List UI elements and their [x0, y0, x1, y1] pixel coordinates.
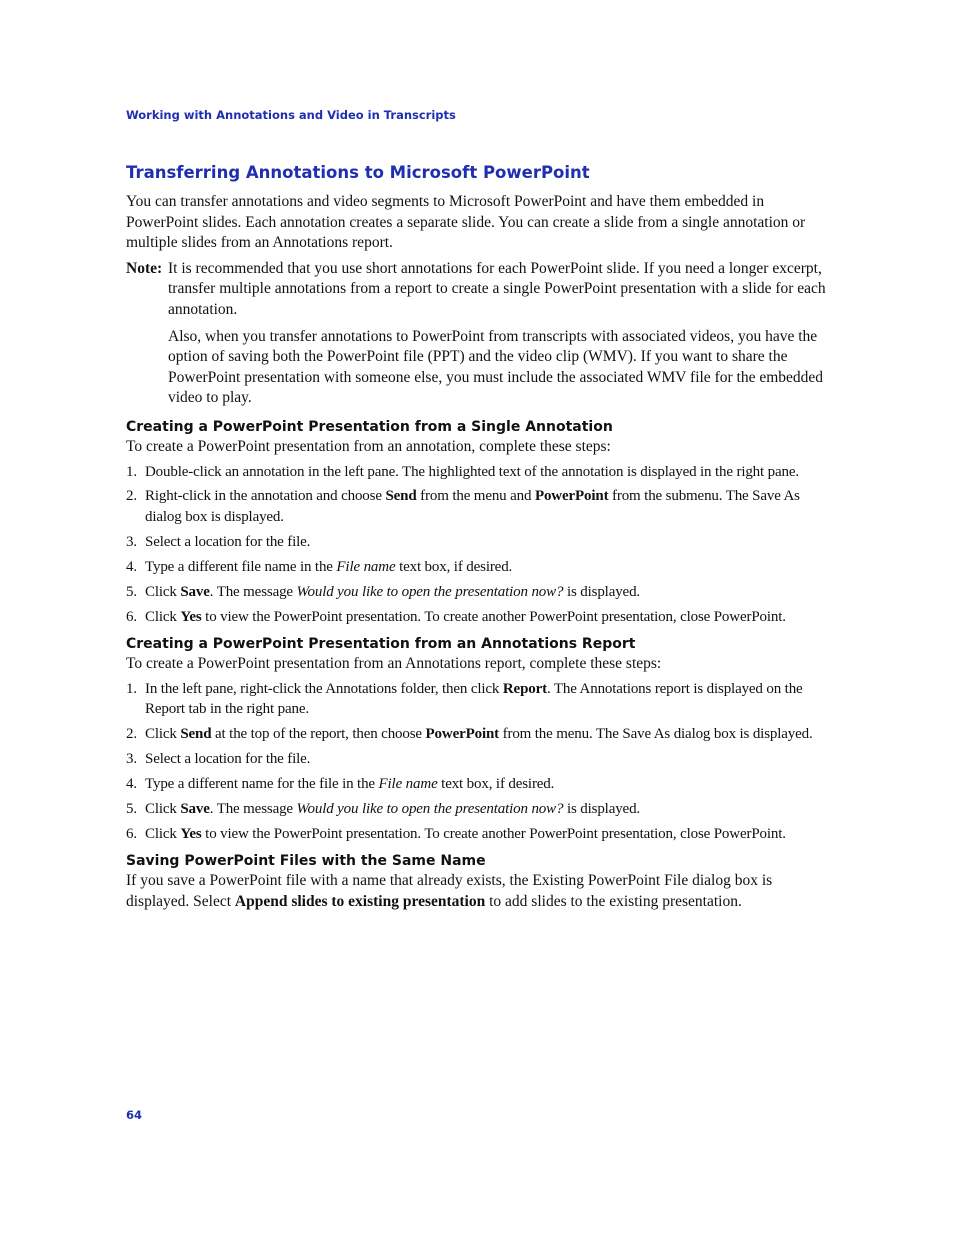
step-number: 6.	[126, 608, 137, 625]
report-lead: To create a PowerPoint presentation from an Annotations report, complete these steps:	[126, 655, 662, 673]
same-name-text: to add slides to the existing presentation.	[485, 893, 742, 910]
step-number: 3.	[126, 751, 137, 768]
page-content	[126, 162, 826, 913]
step-text: Select a location for the file.	[145, 751, 311, 768]
list-item	[126, 679, 826, 720]
step-text: to view the PowerPoint presentation. To create another PowerPoint presentation, close PowerPoint.	[201, 825, 786, 842]
step-text: from the menu. The Save As dialog box is displayed.	[499, 726, 813, 743]
step-text: is displayed.	[563, 800, 641, 817]
list-item	[126, 607, 826, 628]
step-bold: Yes	[180, 825, 202, 842]
step-text: Click	[145, 825, 181, 842]
list-item	[126, 532, 826, 553]
same-name-bold: Append slides to existing presentation	[234, 893, 486, 910]
step-number: 5.	[126, 583, 137, 600]
step-bold: Save	[180, 583, 210, 600]
step-text: from the submenu. The Save As dialog box is displayed.	[145, 488, 800, 526]
step-number: 2.	[126, 488, 137, 505]
step-number: 3.	[126, 533, 137, 550]
section-title: Transferring Annotations to Microsoft PowerPoint	[126, 163, 590, 182]
page-number: 64	[126, 1108, 143, 1122]
step-italic: File name	[378, 776, 438, 793]
step-number: 1.	[126, 680, 137, 697]
step-bold: PowerPoint	[534, 488, 609, 505]
list-item	[126, 582, 826, 603]
step-text: . The message	[209, 583, 297, 600]
step-number: 4.	[126, 558, 137, 575]
list-item	[126, 774, 826, 795]
running-header: Working with Annotations and Video in Transcripts	[126, 108, 456, 122]
step-bold: Send	[180, 726, 212, 743]
step-italic: Would you like to open the presentation now?	[296, 583, 564, 600]
step-text: Click	[145, 726, 181, 743]
step-bold: Report	[502, 680, 547, 697]
note-paragraph	[126, 259, 826, 321]
step-italic: File name	[336, 558, 396, 575]
same-name-paragraph	[126, 871, 826, 912]
step-text: Click	[145, 800, 181, 817]
list-item	[126, 557, 826, 578]
note-text: It is recommended that you use short annotations for each PowerPoint slide. If you need a longer excerpt, transfer multiple annotations from a report to create a single PowerPoint presentation with a slide for each annotation.	[168, 259, 826, 318]
list-item	[126, 486, 826, 527]
step-text: Select a location for the file.	[145, 533, 311, 550]
intro-paragraph: You can transfer annotations and video segments to Microsoft PowerPoint and have them embedded in PowerPoint slides. Each annotation creates a separate slide. You can create a slide from a single annotation or multiple slides from an Annotations report.	[126, 193, 806, 252]
step-text: text box, if desired.	[395, 558, 513, 575]
step-bold: Save	[180, 800, 210, 817]
step-number: 5.	[126, 800, 137, 817]
step-text: from the menu and	[416, 488, 535, 505]
step-bold: Yes	[180, 608, 202, 625]
subheading-same-name: Saving PowerPoint Files with the Same Name	[126, 853, 486, 870]
subheading-single-annotation: Creating a PowerPoint Presentation from a Single Annotation	[126, 418, 613, 435]
step-text: Right-click in the annotation and choose	[145, 488, 386, 505]
step-text: Type a different file name in the	[145, 558, 337, 575]
list-item	[126, 824, 826, 845]
step-bold: Send	[385, 488, 417, 505]
list-item	[126, 749, 826, 770]
step-text: . The Annotations report is displayed on the Report tab in the right pane.	[145, 680, 803, 718]
subheading-annotations-report: Creating a PowerPoint Presentation from an Annotations Report	[126, 636, 636, 653]
note-continuation: Also, when you transfer annotations to PowerPoint from transcripts with associated videos, you have the option of saving both the PowerPoint file (PPT) and the video clip (WMV). If you want to share the PowerPoint presentation with someone else, you must include the associated WMV file for the embedded video to play.	[168, 327, 824, 407]
step-number: 4.	[126, 776, 137, 793]
step-italic: Would you like to open the presentation now?	[296, 800, 564, 817]
step-text: . The message	[209, 800, 297, 817]
list-item	[126, 462, 826, 483]
step-text: Type a different name for the file in the	[145, 776, 379, 793]
single-lead: To create a PowerPoint presentation from an annotation, complete these steps:	[126, 437, 611, 455]
list-item	[126, 724, 826, 745]
step-text: Click	[145, 583, 181, 600]
step-text: In the left pane, right-click the Annotations folder, then click	[145, 680, 503, 697]
step-number: 2.	[126, 726, 137, 743]
step-number: 1.	[126, 463, 137, 480]
same-name-text: If you save a PowerPoint file with a name that already exists, the Existing PowerPoint File dialog box is displayed. Select	[126, 872, 773, 910]
step-text: Click	[145, 608, 181, 625]
step-number: 6.	[126, 825, 137, 842]
note-label: Note:	[126, 259, 163, 277]
step-text: at the top of the report, then choose	[211, 726, 426, 743]
single-steps-list	[126, 462, 826, 628]
list-item	[126, 799, 826, 820]
step-text: is displayed.	[563, 583, 641, 600]
step-text: text box, if desired.	[437, 776, 555, 793]
step-text: Double-click an annotation in the left pane. The highlighted text of the annotation is displayed in the right pane.	[145, 463, 799, 480]
step-text: to view the PowerPoint presentation. To create another PowerPoint presentation, close PowerPoint.	[201, 608, 786, 625]
step-bold: PowerPoint	[425, 726, 500, 743]
report-steps-list	[126, 679, 826, 845]
